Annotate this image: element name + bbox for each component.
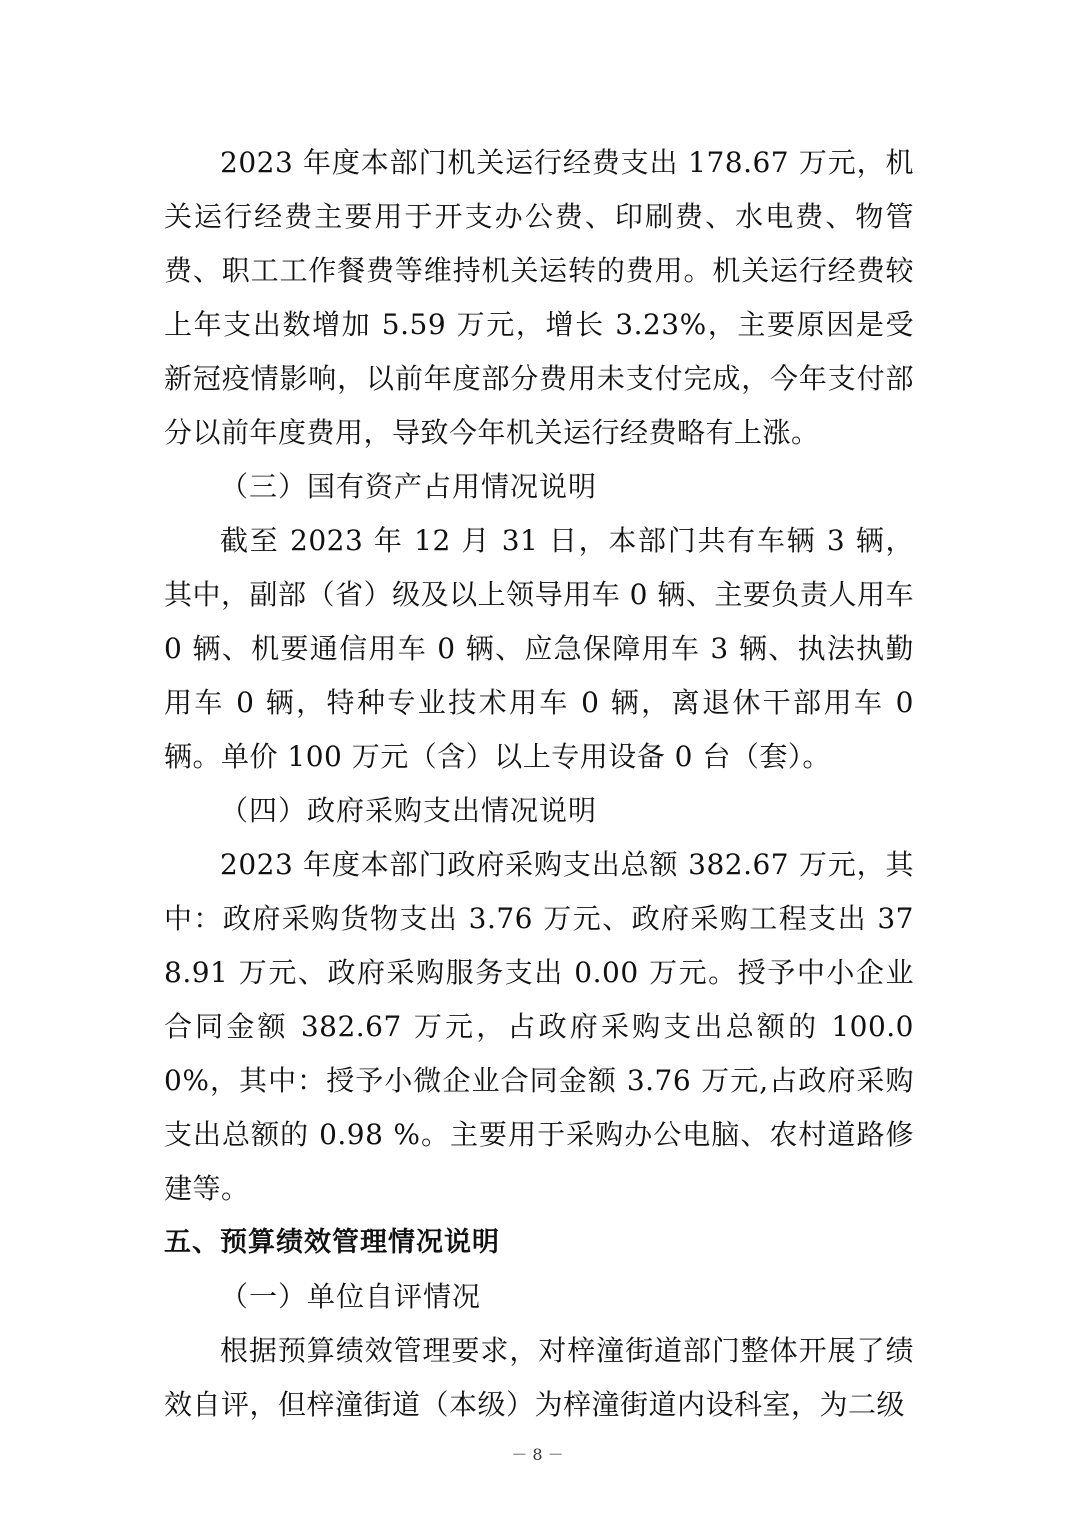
section-heading-performance: 五、预算绩效管理情况说明 <box>164 1227 500 1258</box>
subheading-government-procurement: （四）政府采购支出情况说明 <box>220 794 598 827</box>
subheading-self-evaluation: （一）单位自评情况 <box>220 1280 482 1313</box>
paragraph-vehicles: 截至 2023 年 12 月 31 日，本部门共有车辆 3 辆，其中，副部（省）级及以上领导用车 0 辆、主要负责人用车 0 辆、机要通信用车 0 辆、应急保障用车 3 辆、执法执勤用车 0 辆，特种专业技术用车 0 辆，离退休干部用车 0 辆。单价 100 万元（含）以上专用设备 0 台（套）。 <box>164 524 924 773</box>
document-body <box>164 136 924 1432</box>
paragraph-operating-expenses: 2023 年度本部门机关运行经费支出 178.67 万元，机关运行经费主要用于开支办公费、印刷费、水电费、物管费、职工工作餐费等维持机关运转的费用。机关运行经费较上年支出数增加 5.59 万元，增长 3.23%，主要原因是受新冠疫情影响，以前年度部分费用未支付完成，今年支付部分以前年度费用，导致今年机关运行经费略有上涨。 <box>164 146 914 449</box>
page-number: － 8 － <box>511 1445 564 1464</box>
paragraph-self-evaluation: 根据预算绩效管理要求，对梓潼街道部门整体开展了绩效自评，但梓潼街道（本级）为梓潼街道内设科室，为二级 <box>164 1334 914 1421</box>
paragraph-procurement: 2023 年度本部门政府采购支出总额 382.67 万元，其中：政府采购货物支出 3.76 万元、政府采购工程支出 378.91 万元、政府采购服务支出 0.00 万元。授予中小企业合同金额 382.67 万元，占政府采购支出总额的 100.00%，其中：授予小微企业合同金额 3.76 万元,占政府采购支出总额的 0.98 %。主要用于采购办公电脑、农村道路修建等。 <box>164 848 914 1205</box>
subheading-state-assets: （三）国有资产占用情况说明 <box>220 470 598 503</box>
